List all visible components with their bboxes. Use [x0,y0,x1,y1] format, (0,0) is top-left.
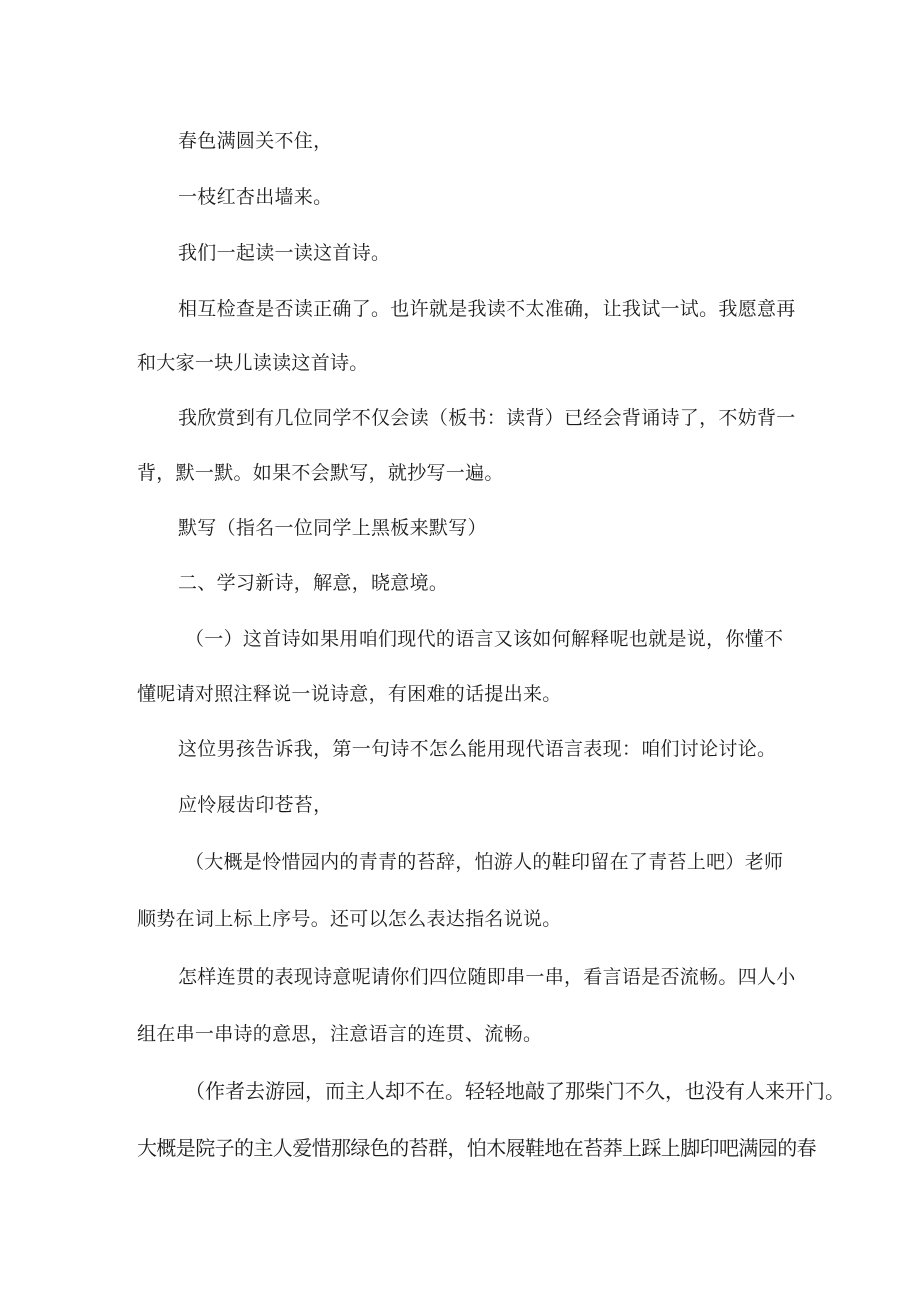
text-line: 应怜屐齿印苍苔， [178,794,333,816]
text-line: 默写（指名一位同学上黑板来默写） [178,517,487,539]
text-line: 大概是院子的主人爱惜那绿色的苔群，怕木屐鞋地在苔莽上踩上脚印吧满园的春 [137,1136,816,1160]
section-heading: 二、学习新诗，解意，晓意境。 [178,572,449,594]
text-line: （大概是怜惜园内的青青的苔辞，怕游人的鞋印留在了青苔上吧）老师 [185,851,784,873]
text-line: 我欣赏到有几位同学不仅会读（板书：读背）已经会背诵诗了，不妨背一 [178,407,796,429]
text-line: 和大家一块儿读读这首诗。 [137,352,369,374]
text-line: 背，默一默。如果不会默写，就抄写一遍。 [137,462,504,484]
text-line: 懂呢请对照注释说一说诗意，有困难的话提出来。 [137,683,562,705]
text-line: 这位男孩告诉我，第一句诗不怎么能用现代语言表现：咱们讨论讨论。 [178,738,777,760]
text-line: 顺势在词上标上序号。还可以怎么表达指名说说。 [137,908,562,930]
text-line: 组在串一串诗的意思，注意语言的连贯、流畅。 [137,1023,543,1045]
text-line: 怎样连贯的表现诗意呢请你们四位随即串一串，看言语是否流畅。四人小 [178,966,796,988]
text-line: （一）这首诗如果用咱们现代的语言又该如何解释呢也就是说，你懂不 [185,628,784,650]
text-line: 相互检查是否读正确了。也许就是我读不太准确，让我试一试。我愿意再 [178,298,796,320]
text-line: 一枝红杏出墙来。 [178,186,333,208]
text-line: 春色满圆关不住， [178,130,333,152]
text-line: 我们一起读一读这首诗。 [178,242,391,264]
text-line: （作者去游园，而主人却不在。轻轻地敲了那柴门不久，也没有人来开门。 [185,1079,845,1103]
